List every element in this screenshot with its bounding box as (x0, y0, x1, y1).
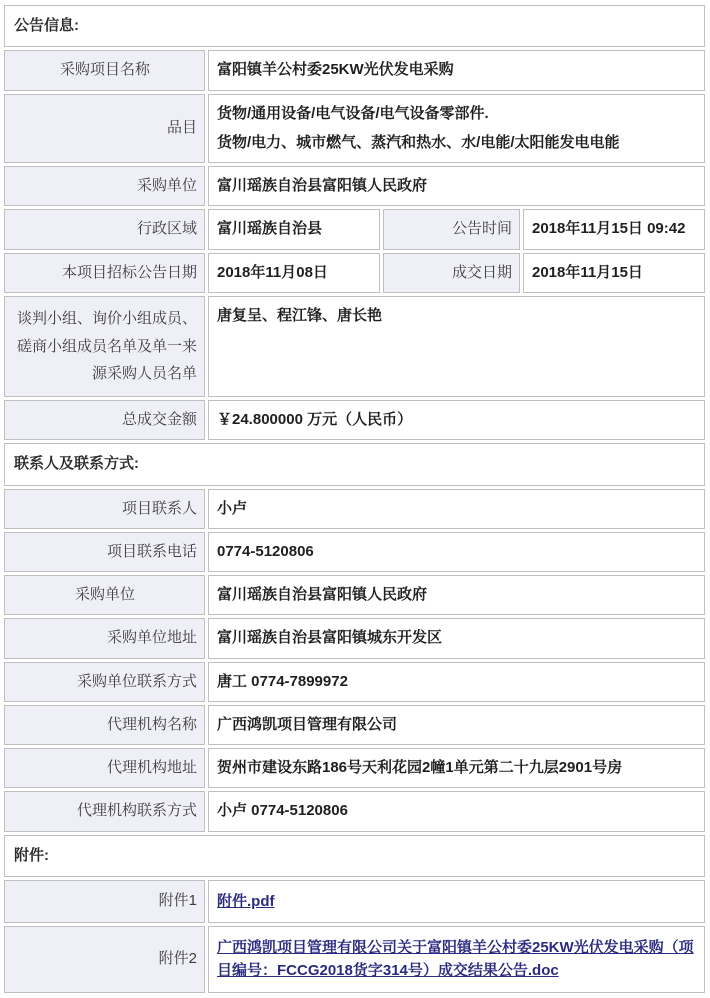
row-region-and-announce-time (4, 209, 705, 249)
project-contact-label: 项目联系人 (4, 489, 205, 529)
row-project-name (4, 50, 705, 90)
panel-members-label: 谈判小组、询价小组成员、磋商小组成员名单及单一来源采购人员名单 (4, 296, 205, 397)
tender-notice-date-value: 2018年11月08日 (208, 253, 380, 293)
region-value: 富川瑶族自治县 (208, 209, 380, 249)
section-row-contact (4, 443, 705, 485)
category-line-2: 货物/电力、城市燃气、蒸汽和热水、水/电能/太阳能发电电能 (217, 133, 620, 151)
attachment2-link[interactable]: 广西鸿凯项目管理有限公司关于富阳镇羊公村委25KW光伏发电采购（项目编号：FCCG2018货字314号）成交结果公告.doc (217, 939, 694, 980)
section-row-announcement (4, 5, 705, 47)
section-header-contact: 联系人及联系方式: (4, 443, 705, 485)
project-name-value: 富阳镇羊公村委25KW光伏发电采购 (208, 50, 705, 90)
contact-purchaser-label: 采购单位 (4, 575, 205, 615)
row-purchaser-address (4, 618, 705, 658)
total-amount-value: ￥24.800000 万元（人民币） (208, 400, 705, 440)
announce-time-label: 公告时间 (383, 209, 520, 249)
row-agency-contact (4, 791, 705, 831)
row-agency-name (4, 705, 705, 745)
category-value (208, 94, 705, 164)
row-project-phone (4, 532, 705, 572)
row-category (4, 94, 705, 164)
region-label: 行政区域 (4, 209, 205, 249)
row-project-contact (4, 489, 705, 529)
deal-date-label: 成交日期 (383, 253, 520, 293)
section-header-announcement: 公告信息: (4, 5, 705, 47)
attachment1-cell (208, 880, 705, 923)
row-attachment-2 (4, 926, 705, 993)
purchaser-address-label: 采购单位地址 (4, 618, 205, 658)
attachment1-label: 附件1 (4, 880, 205, 923)
agency-contact-label: 代理机构联系方式 (4, 791, 205, 831)
announce-time-value: 2018年11月15日 09:42 (523, 209, 705, 249)
agency-address-value: 贺州市建设东路186号天利花园2幢1单元第二十九层2901号房 (208, 748, 705, 788)
section-header-attachments: 附件: (4, 835, 705, 877)
project-phone-value: 0774-5120806 (208, 532, 705, 572)
row-contact-purchaser (4, 575, 705, 615)
row-tender-date-and-deal-date (4, 253, 705, 293)
project-contact-value: 小卢 (208, 489, 705, 529)
tender-notice-date-label: 本项目招标公告日期 (4, 253, 205, 293)
project-phone-label: 项目联系电话 (4, 532, 205, 572)
purchaser-address-value: 富川瑶族自治县富阳镇城东开发区 (208, 618, 705, 658)
total-amount-label: 总成交金额 (4, 400, 205, 440)
category-line-1: 货物/通用设备/电气设备/电气设备零部件. (217, 104, 489, 122)
row-total-amount (4, 400, 705, 440)
panel-members-value: 唐复呈、程江锋、唐长艳 (208, 296, 705, 397)
agency-name-label: 代理机构名称 (4, 705, 205, 745)
attachment1-link[interactable]: 附件.pdf (217, 892, 275, 910)
agency-contact-value: 小卢 0774-5120806 (208, 791, 705, 831)
deal-date-value: 2018年11月15日 (523, 253, 705, 293)
category-label: 品目 (4, 94, 205, 164)
row-attachment-1 (4, 880, 705, 923)
row-purchaser-contact (4, 662, 705, 702)
purchaser-label: 采购单位 (4, 166, 205, 206)
agency-name-value: 广西鸿凯项目管理有限公司 (208, 705, 705, 745)
attachment2-label: 附件2 (4, 926, 205, 993)
section-row-attachments (4, 835, 705, 877)
attachment2-cell (208, 926, 705, 993)
row-agency-address (4, 748, 705, 788)
purchaser-contact-label: 采购单位联系方式 (4, 662, 205, 702)
agency-address-label: 代理机构地址 (4, 748, 205, 788)
row-purchaser (4, 166, 705, 206)
purchaser-contact-value: 唐工 0774-7899972 (208, 662, 705, 702)
contact-purchaser-value: 富川瑶族自治县富阳镇人民政府 (208, 575, 705, 615)
project-name-label: 采购项目名称 (4, 50, 205, 90)
purchaser-value: 富川瑶族自治县富阳镇人民政府 (208, 166, 705, 206)
row-panel-members (4, 296, 705, 397)
procurement-info-table (1, 2, 708, 996)
